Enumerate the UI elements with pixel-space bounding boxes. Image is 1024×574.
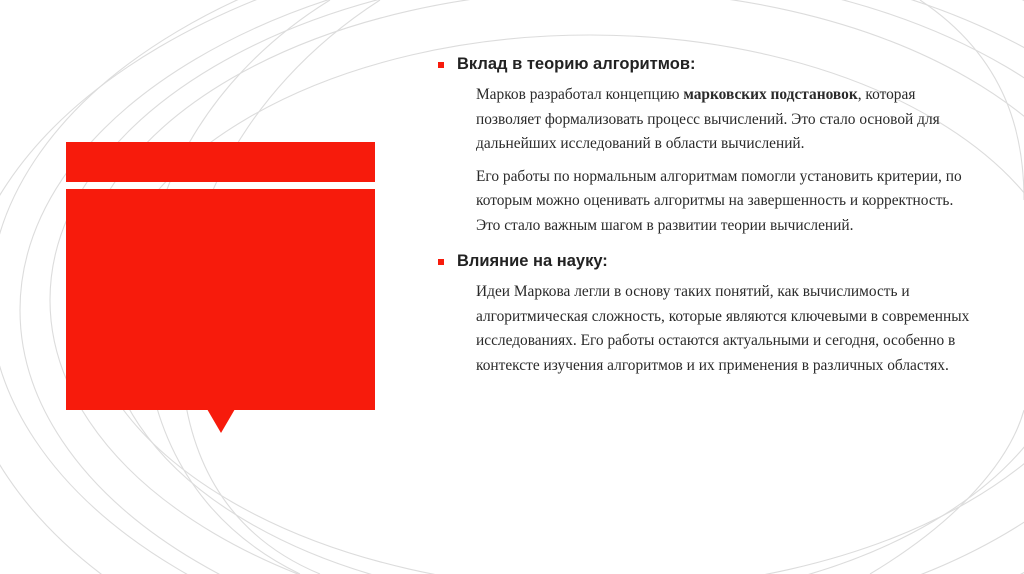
- heading-row: [438, 252, 978, 271]
- section-heading: Влияние на науку:: [457, 252, 608, 270]
- section-heading: Вклад в теорию алгоритмов:: [457, 55, 696, 73]
- bold-term: марковских подстановок: [683, 86, 858, 103]
- paragraph: [476, 83, 978, 157]
- section-influence: [438, 252, 978, 378]
- square-bullet-icon: [438, 259, 444, 265]
- paragraph-text: Марков разработал концепцию: [476, 86, 684, 103]
- paragraph: Его работы по нормальным алгоритмам помогли установить критерии, по которым можно оценивать алгоритмы на завершенность и корректность. Это стало важным шагом в развитии теории вычислений.: [476, 167, 962, 234]
- arc-line: [870, 410, 1024, 574]
- accent-pointer: [207, 409, 235, 433]
- paragraph: Идеи Маркова легли в основу таких понятий, как вычислимость и алгоритмическая сложность, которые являются ключевыми в современных исследованиях. Его работы остаются актуальными и сегодня, особенно в контексте изучения алгоритмов и их применения в различных областях.: [476, 283, 970, 374]
- section-contribution: [438, 55, 978, 238]
- accent-block: [66, 189, 375, 410]
- accent-bar: [66, 142, 375, 182]
- heading-row: [438, 55, 978, 74]
- square-bullet-icon: [438, 62, 444, 68]
- paragraph-text: , которая позволяет формализовать процесс вычислений. Это стало основой для дальнейших исследований в области вычислений.: [476, 86, 940, 152]
- content-area: [438, 55, 978, 386]
